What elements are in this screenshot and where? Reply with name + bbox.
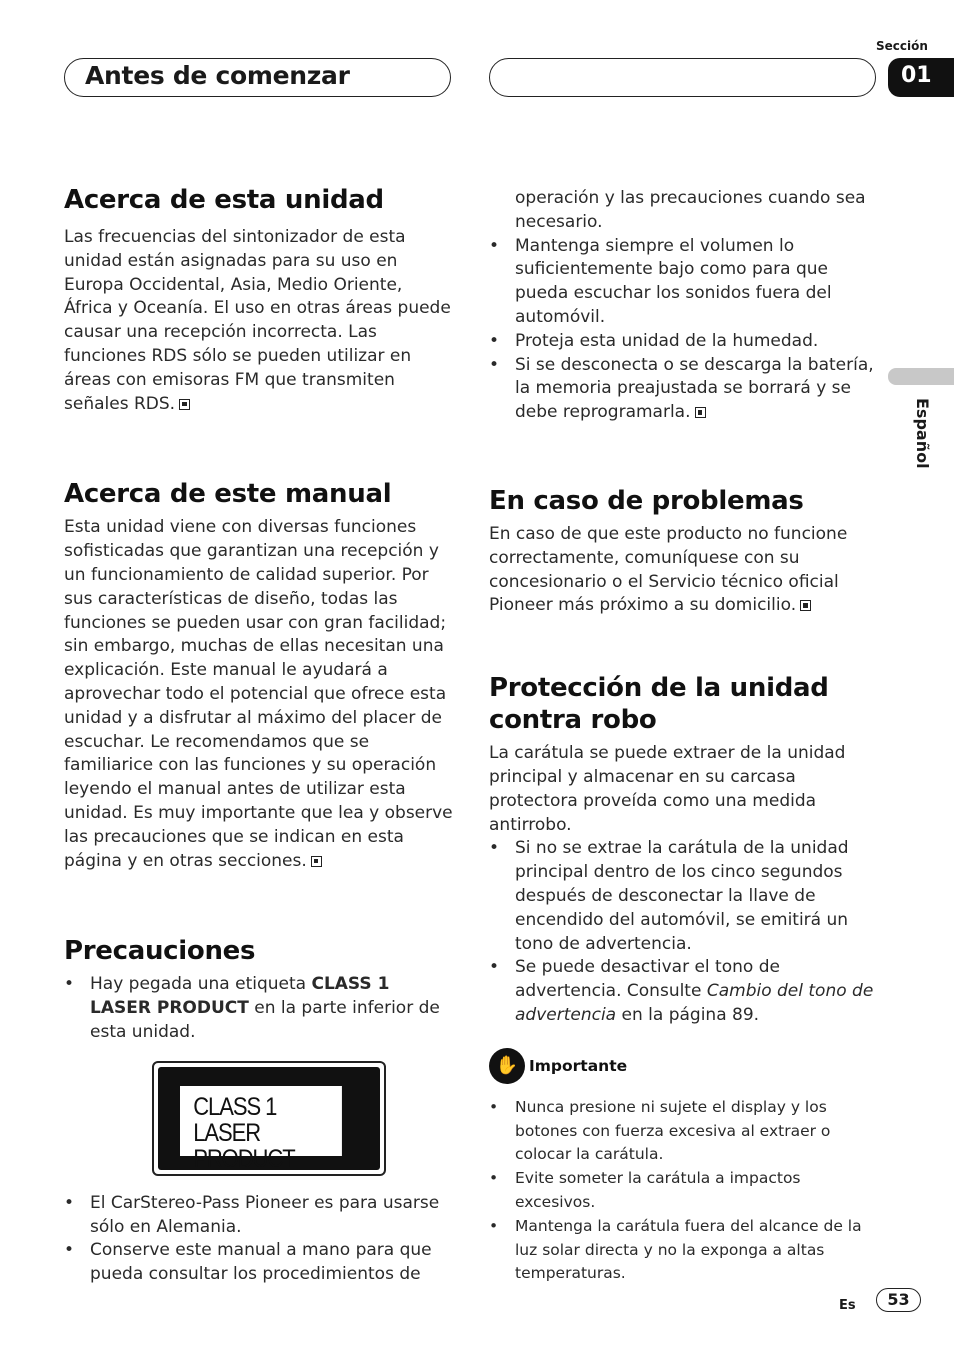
- list-item: • El CarStereo-Pass Pioneer es para usarse sólo en Alemania.: [64, 1192, 454, 1240]
- list-item: • Hay pegada una etiqueta CLASS 1 LASER PRODUCT en la parte inferior de esta unidad.: [64, 973, 454, 1044]
- end-mark-icon: [800, 600, 811, 611]
- paragraph-problemas: En caso de que este producto no funcione correctamente, comuníquese con su concesionario o el Servicio técnico oficial Pioneer más próximo a su domicilio.: [489, 523, 848, 616]
- list-item: • Se puede desactivar el tono de advertencia. Consulte Cambio del tono de advertencia en la página 89.: [489, 956, 879, 1027]
- page-number: 53: [876, 1288, 921, 1312]
- end-mark-icon: [311, 856, 322, 867]
- list-item: • Conserve este manual a mano para que pueda consultar los procedimientos de: [64, 1239, 454, 1287]
- left-column: [64, 184, 454, 1287]
- laser-label-line1: CLASS 1: [193, 1092, 277, 1121]
- importante-list: [489, 1096, 879, 1286]
- list-item: • Evite someter la carátula a impactos excesivos.: [489, 1167, 879, 1215]
- precauciones-list-cont: [64, 1192, 454, 1287]
- list-item: • Mantenga la carátula fuera del alcance de la luz solar directa y no la exponga a altas temperaturas.: [489, 1215, 879, 1286]
- precauciones-list-right: [489, 235, 879, 425]
- list-item: • Nunca presione ni sujete el display y los botones con fuerza excesiva al extraer o colocar la carátula.: [489, 1096, 879, 1167]
- important-hand-icon: ✋: [489, 1048, 525, 1084]
- right-column: [489, 187, 879, 1286]
- heading-acerca-manual: Acerca de este manual: [64, 479, 392, 510]
- heading-precauciones: Precauciones: [64, 936, 256, 967]
- heading-proteccion: Protección de la unidad contra robo: [489, 673, 829, 736]
- class1-laser-label: [152, 1061, 386, 1176]
- header-blank-pill: [489, 58, 876, 97]
- laser-label-line2: LASER PRODUCT: [193, 1118, 295, 1173]
- end-mark-icon: [179, 399, 190, 410]
- section-number-badge: 01: [888, 58, 954, 97]
- section-header: [64, 58, 451, 97]
- paragraph-acerca-unidad: Las frecuencias del sintonizador de esta unidad están asignadas para su uso en Europa Occidental, Asia, Medio Oriente, África y Oceanía. El uso en otras áreas puede causar una recepción incorrecta. Las funciones RDS sólo se pueden utilizar en áreas con emisoras FM que transmiten señales RDS.: [64, 227, 451, 414]
- continued-text: operación y las precauciones cuando sea necesario.: [515, 188, 866, 232]
- language-label: Español: [913, 398, 932, 469]
- heading-acerca-unidad: Acerca de esta unidad: [64, 185, 384, 215]
- list-item: • Proteja esta unidad de la humedad.: [489, 330, 879, 354]
- paragraph-proteccion: La carátula se puede extraer de la unidad principal y almacenar en su carcasa protectora proveída como una medida antirrobo.: [489, 743, 846, 835]
- footer-language: Es: [839, 1298, 856, 1313]
- paragraph-acerca-manual: Esta unidad viene con diversas funciones sofisticadas que garantizan una recepción y un funcionamiento de calidad superior. Por sus características de diseño, todas las funciones se pueden usar con gran facilidad; sin embargo, muchas de ellas necesitan una explicación. Este manual le ayudará a aprovechar todo el potencial que ofrece esta unidad y a disfrutar al máximo del placer de escuchar. Le recomendamos que se familiarice con las funciones y su operación leyendo el manual antes de utilizar esta unidad. Es muy importante que lea y observe las precauciones que se indican en esta página y en otras secciones.: [64, 517, 453, 871]
- precauciones-list: [64, 973, 454, 1044]
- section-label: Sección: [876, 39, 928, 53]
- end-mark-icon: [695, 407, 706, 418]
- proteccion-list: [489, 837, 879, 1027]
- list-item: • Si no se extrae la carátula de la unidad principal dentro de los cinco segundos después de desconectar la llave de encendido del automóvil, se emitirá un tono de advertencia.: [489, 837, 879, 956]
- section-header-title: Antes de comenzar: [85, 61, 350, 90]
- heading-problemas: En caso de problemas: [489, 485, 804, 516]
- language-tab-marker: [888, 368, 954, 385]
- importante-label: Importante: [529, 1056, 628, 1075]
- importante-callout: [489, 1048, 879, 1084]
- list-item: • Si se desconecta o se descarga la batería, la memoria preajustada se borrará y se debe reprogramarla.: [489, 354, 879, 425]
- list-item: • Mantenga siempre el volumen lo suficientemente bajo como para que pueda escuchar los sonidos fuera del automóvil.: [489, 235, 879, 330]
